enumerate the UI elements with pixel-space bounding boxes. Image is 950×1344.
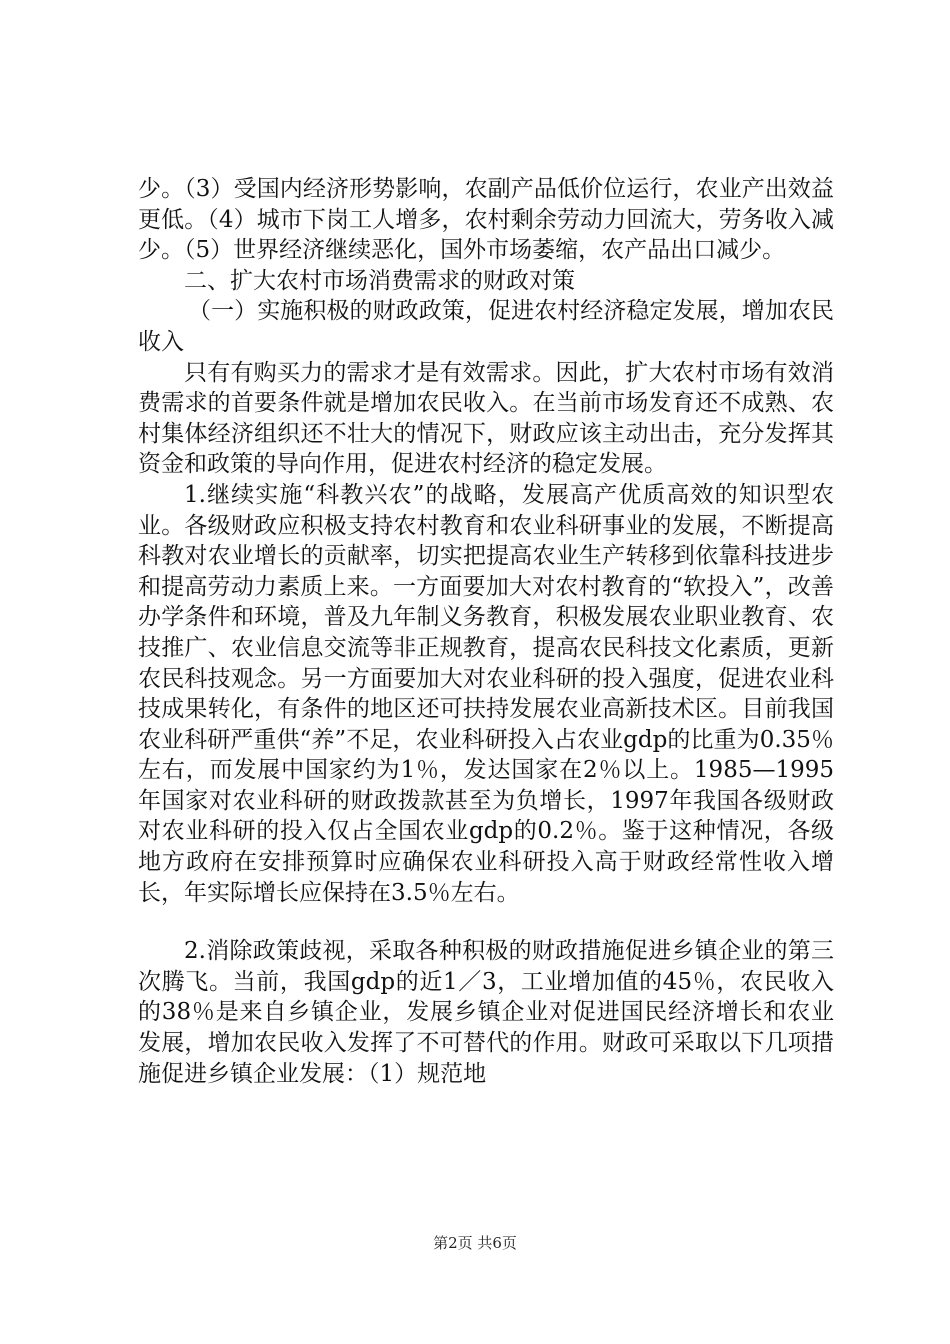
paragraph-continuation: 少。（3）受国内经济形势影响，农副产品低价位运行，农业产出效益更低。（4）城市下岗工人增多，农村剩余劳动力回流大，劳务收入减少。（5）世界经济继续恶化，国外市场萎缩，农产品出口减少。	[138, 176, 834, 264]
paragraph-item-2: 2.消除政策歧视，采取各种积极的财政措施促进乡镇企业的第三次腾飞。当前，我国gdp的近1／3，工业增加值的45％，农民收入的38％是来自乡镇企业，发展乡镇企业对促进国民经济增长和农业发展，增加农民收入发挥了不可替代的作用。财政可采取以下几项措施促进乡镇企业发展：（1）规范地	[138, 938, 834, 1087]
section-heading: 二、扩大农村市场消费需求的财政对策	[184, 267, 575, 294]
paragraph-item-1: 1.继续实施“科教兴农”的战略，发展高产优质高效的知识型农业。各级财政应积极支持农村教育和农业科研事业的发展，不断提高科教对农业增长的贡献率，切实把提高农业生产转移到依靠科技进步和提高劳动力素质上来。一方面要加大对农村教育的“软投入”，改善办学条件和环境，普及九年制义务教育，积极发展农业职业教育、农技推广、农业信息交流等非正规教育，提高农民科技文化素质，更新农民科技观念。另一方面要加大对农业科研的投入强度，促进农业科技成果转化，有条件的地区还可扶持发展农业高新技术区。目前我国农业科研严重供“养”不足，农业科研投入占农业gdp的比重为0.35％左右，而发展中国家约为1％，发达国家在2％以上。1985—1995年国家对农业科研的财政拨款甚至为负增长，1997年我国各级财政对农业科研的投入仅占全国农业gdp的0.2％。鉴于这种情况，各级地方政府在安排预算时应确保农业科研投入高于财政经常性收入增长，年实际增长应保持在3.5％左右。	[138, 481, 834, 906]
page-footer: 第2页 共6页	[433, 1234, 517, 1252]
document-body	[138, 174, 834, 1089]
subsection-heading: （一）实施积极的财政政策，促进农村经济稳定发展，增加农民收入	[138, 298, 834, 355]
paragraph-intro: 只有有购买力的需求才是有效需求。因此，扩大农村市场有效消费需求的首要条件就是增加农民收入。在当前市场发育还不成熟、农村集体经济组织还不壮大的情况下，财政应该主动出击，充分发挥其资金和政策的导向作用，促进农村经济的稳定发展。	[138, 359, 834, 478]
